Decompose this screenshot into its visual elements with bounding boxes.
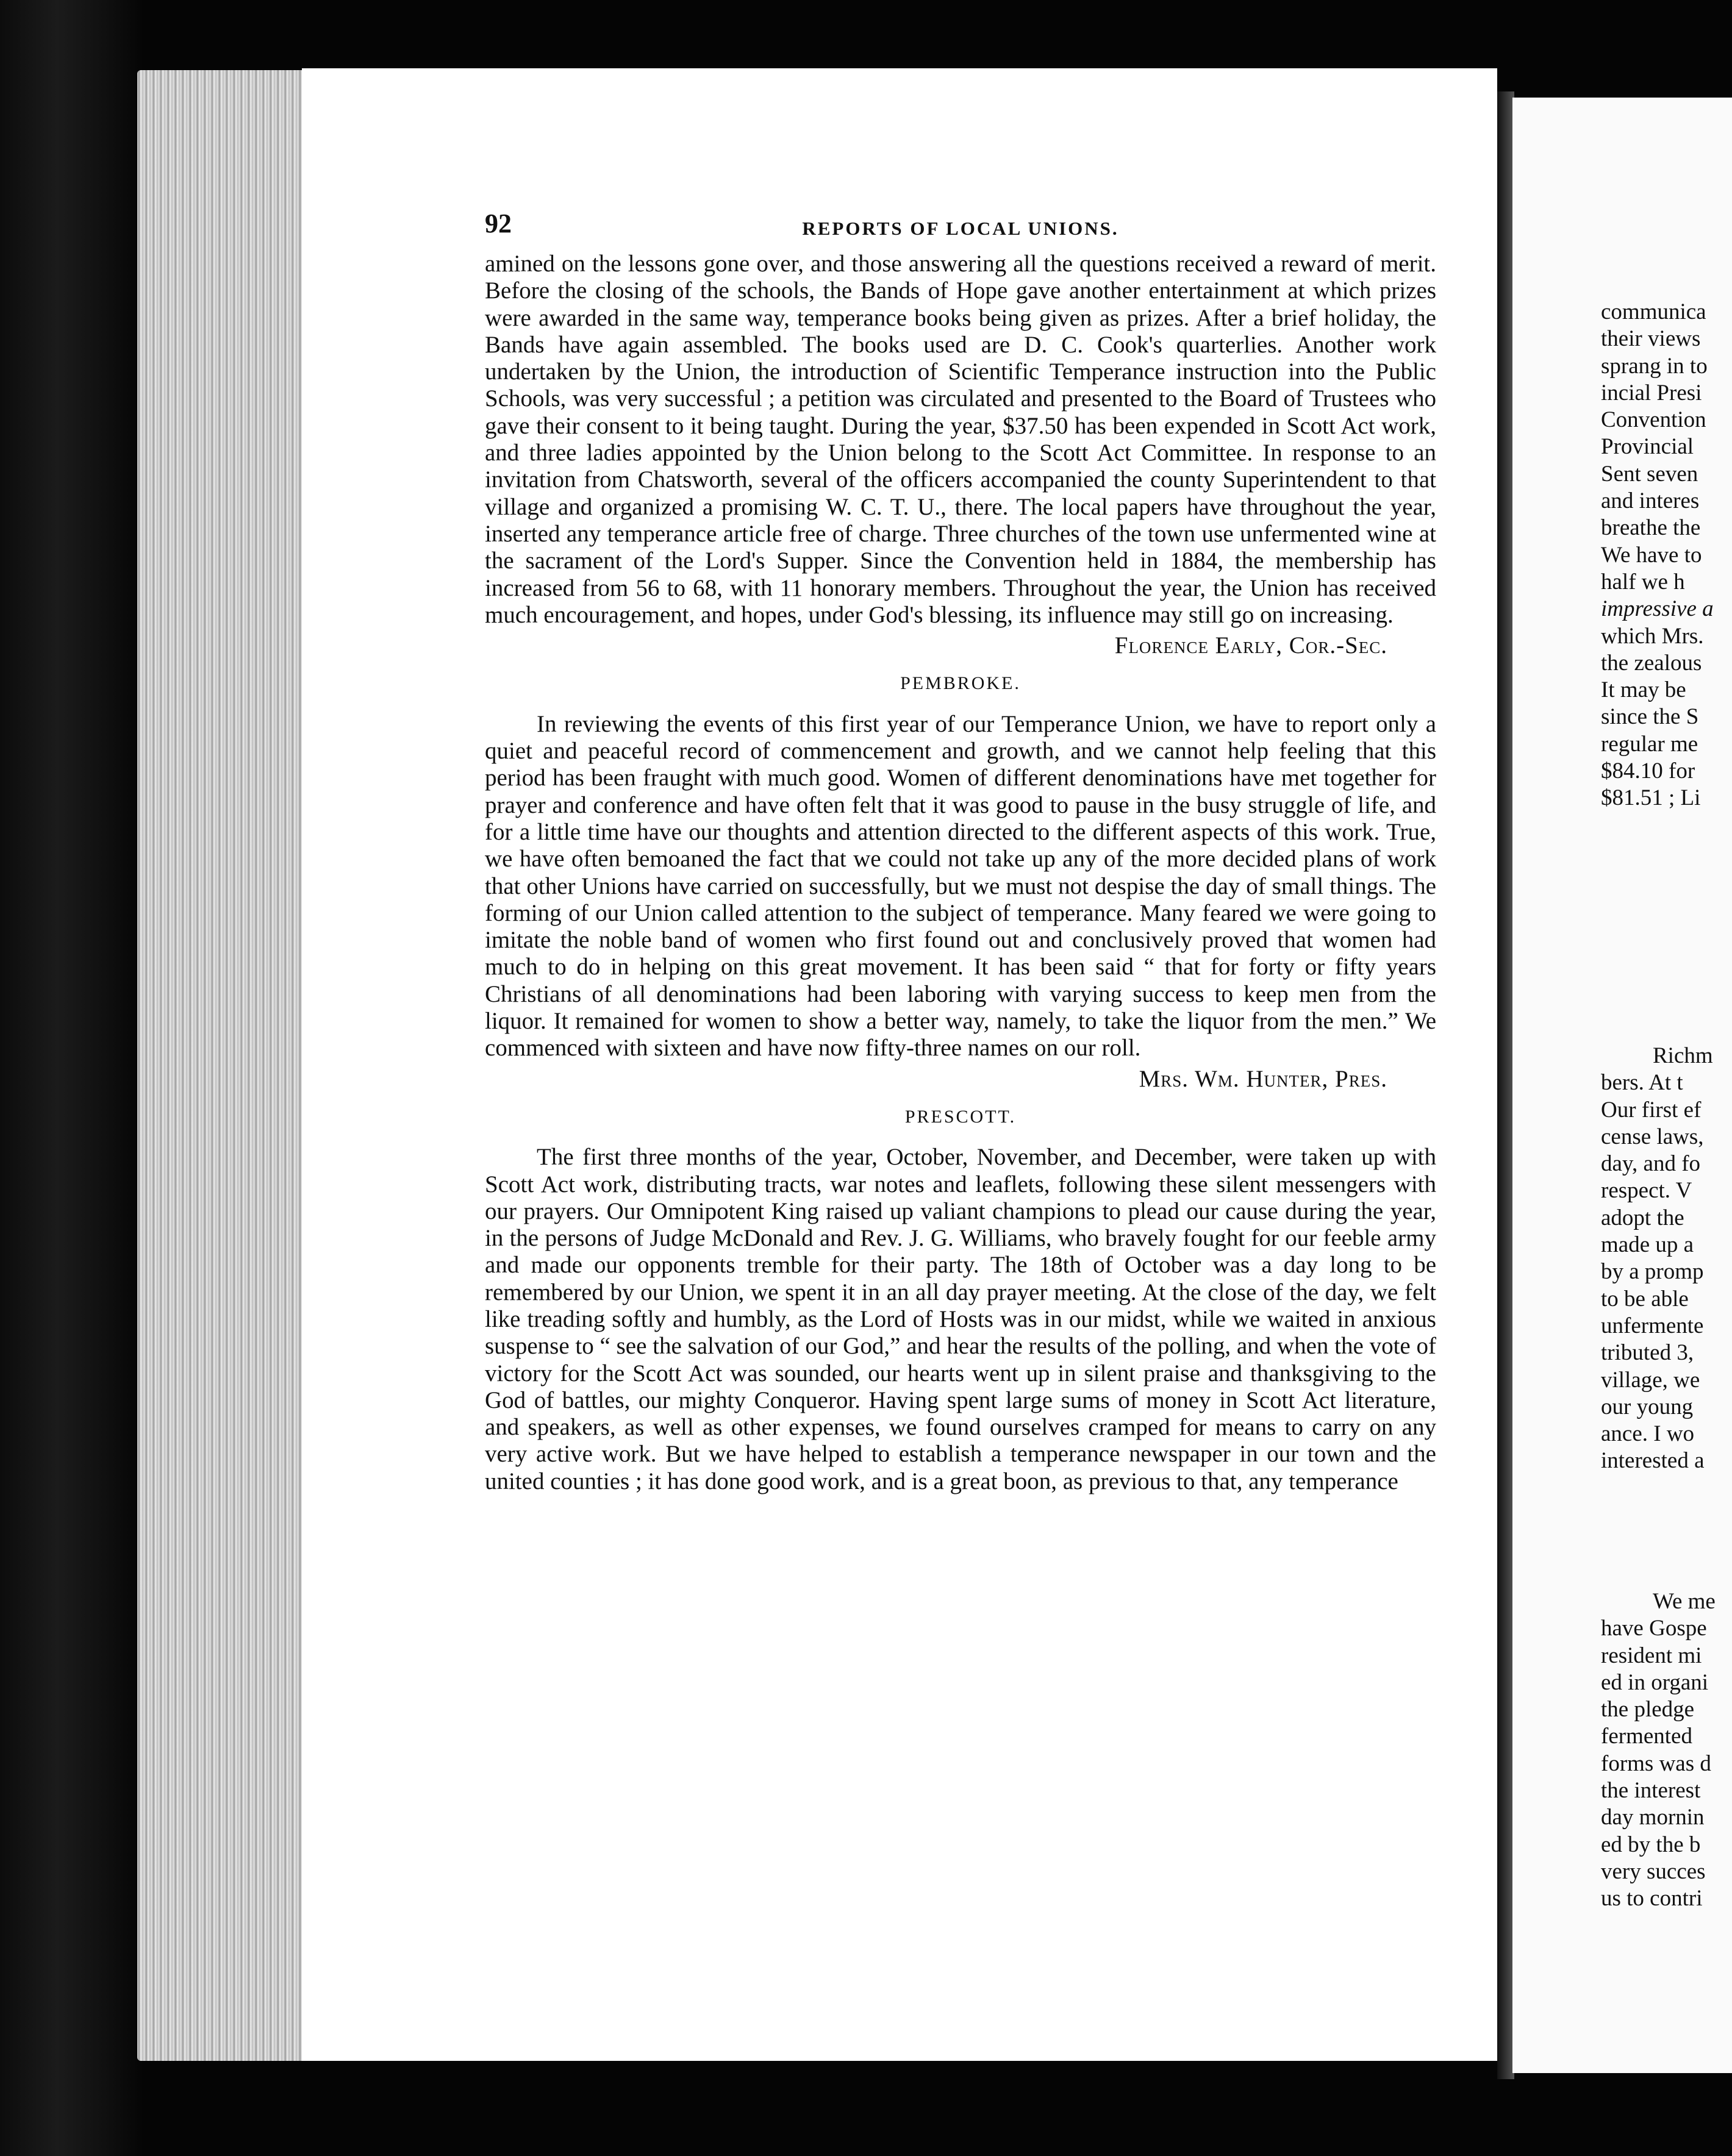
facing-line: sprang in to [1601,353,1708,379]
facing-line: interested a [1601,1448,1705,1474]
facing-line: Sent seven [1601,461,1698,487]
facing-line: fermented [1601,1724,1692,1749]
facing-line: made up a [1601,1232,1694,1258]
page-content [485,210,1436,1495]
facing-line: adopt the [1601,1205,1684,1230]
page-header [485,210,1436,247]
body-paragraph: The first three months of the year, October, November, and December, were taken up with Scott Act work, distributing tracts, war notes and leaflets, following these silent messengers with our prayers. Our Omnipotent King raised up valiant champions to plead our cause during the year, in the persons of Judge McDonald and Rev. J. G. Williams, who bravely fought for our feeble army and made our opponents tremble for their party. The 18th of October was a day long to be remembered by our Union, we spent it in an all day prayer meeting. At the close of the day, we felt like treading softly and humbly, as the Lord of Hosts was in our midst, while we waited in anxious suspense to “ see the salvation of our God,” and hear the results of the polling, and when the vote of victory for the Scott Act was sounded, our hearts went up in silent praise and thanksgiving to the God of battles, our mighty Conqueror. Having spent large sums of money in Scott Act literature, and speakers, as well as other expenses, we found ourselves cramped for means to carry on any very active work. But we have helped to establish a temperance newspaper in our town and the united counties ; it has done good work, and is a great boon, as previous to that, any temperance [485,1144,1436,1494]
facing-line: communica [1601,299,1706,324]
facing-line: day, and fo [1601,1151,1701,1177]
page-edges [137,70,305,2061]
facing-line: regular me [1601,731,1698,757]
body-paragraph: In reviewing the events of this first year of our Temperance Union, we have to report only a quiet and peaceful record of commencement and growth, and we cannot help feeling that this period has been fraught with much good. Women of different denominations have met together for prayer and conference and have often felt that it was good to pause in the busy struggle of life, and for a little time have our thoughts and attention directed to the different aspects of this work. True, we have often bemoaned the fact that we could not take up any of the more decided plans of work that other Unions have carried on successfully, but we must not despise the day of small things. The forming of our Union called attention to the subject of temperance. Many feared we were going to imitate the noble band of women who first found out and conclusively proved that women had much to do in helping on this great movement. It has been said “ that for forty or fifty years Christians of all denominations had been laboring with varying success to keep men from the liquor. It remained for women to show a better way, namely, to take the liquor from the men.” We commenced with sixteen and have now fifty-three names on our roll. [485,710,1436,1062]
facing-line: We have to [1601,542,1702,568]
running-head: REPORTS OF LOCAL UNIONS. [802,218,1119,239]
section-heading: PRESCOTT. [904,1106,1017,1127]
facing-line: Convention [1601,407,1706,433]
facing-line: by a promp [1601,1259,1704,1285]
facing-line: resident mi [1601,1643,1702,1668]
facing-line: tributed 3, [1601,1340,1694,1366]
facing-line: the zealous [1601,650,1702,676]
facing-line: and interes [1601,488,1700,514]
facing-page-gutter [1497,91,1514,2079]
facing-line: cense laws, [1601,1124,1704,1149]
facing-line: impressive a [1601,596,1714,622]
signature: Florence Early, Cor.-Sec. [1114,632,1387,659]
facing-line: which Mrs. [1601,623,1704,649]
facing-line: village, we [1601,1367,1700,1393]
facing-line: the interest [1601,1778,1701,1804]
facing-line: Our first ef [1601,1097,1702,1123]
body-paragraph: amined on the lessons gone over, and those answering all the questions received a reward of merit. Before the closing of the schools, the Bands of Hope gave another entertainment at which prizes were awarded in the same way, temperance books being given as prizes. After a brief holiday, the Bands have again assembled. The books used are D. C. Cook's quarterlies. Another work undertaken by the Union, the introduction of Scientific Temperance instruction into the Public Schools, was very successful ; a petition was circulated and presented to the Board of Trustees who gave their consent to it being taught. During the year, $37.50 has been expended in Scott Act work, and three ladies appointed by the Union belong to the Scott Act Committee. In response to an invitation from Chatsworth, several of the officers accompanied the county Superintendent to that village and organized a promising W. C. T. U., there. The local papers have throughout the year, inserted any temperance article free of charge. Three churches of the town use unfermented wine at the sacrament of the Lord's Supper. Since the Convention held in 1884, the membership has increased from 56 to 68, with 11 honorary members. Throughout the year, the Union has received much encouragement, and hopes, under God's blessing, its influence may still go on increasing. [485,251,1436,628]
section-prescott [485,1104,1436,1495]
facing-line: incial Presi [1601,380,1702,405]
facing-line: have Gospe [1601,1616,1707,1641]
facing-line: their views [1601,326,1701,352]
section-continued [485,251,1436,659]
facing-line: very succes [1601,1858,1706,1884]
facing-text-block [1601,1588,1732,1913]
facing-line: Provincial [1601,434,1694,460]
facing-line: the pledge [1601,1697,1695,1722]
facing-line: bers. At t [1601,1070,1683,1096]
facing-text-block [1601,1043,1732,1475]
facing-line: day mornin [1601,1805,1705,1830]
facing-line: breathe the [1601,515,1701,541]
facing-line: ed by the b [1601,1832,1701,1857]
page-number: 92 [485,209,512,238]
facing-line: It may be [1601,677,1686,703]
facing-line: since the S [1601,704,1699,730]
facing-line: We me [1653,1589,1716,1614]
facing-page [1512,98,1732,2073]
facing-line: to be able [1601,1286,1689,1312]
facing-text-block [1601,299,1732,812]
facing-line: us to contri [1601,1886,1703,1911]
section-heading: PEMBROKE. [900,673,1021,694]
facing-line: respect. V [1601,1178,1692,1204]
facing-line: half we h [1601,569,1685,594]
facing-line: our young [1601,1394,1694,1419]
section-pembroke [485,670,1436,1092]
book-page [302,68,1497,2061]
signature: Mrs. Wm. Hunter, Pres. [1139,1065,1387,1092]
facing-line: forms was d [1601,1751,1711,1776]
book-cover [0,0,143,2156]
facing-line: $84.10 for [1601,759,1695,784]
facing-line: Richm [1653,1043,1713,1068]
facing-line: unfermente [1601,1313,1704,1338]
facing-line: ance. I wo [1601,1421,1695,1447]
facing-line: $81.51 ; Li [1601,785,1701,811]
facing-line: ed in organi [1601,1669,1709,1695]
